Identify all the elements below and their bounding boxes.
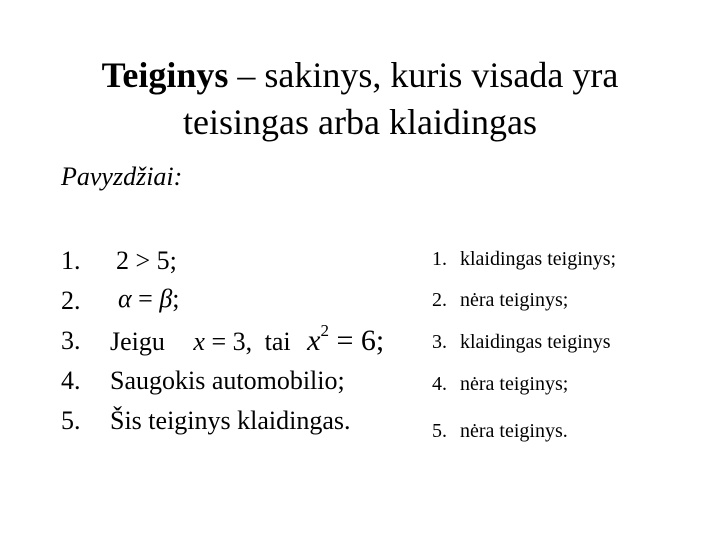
answer-text: klaidingas teiginys; bbox=[460, 248, 617, 270]
answer-item bbox=[432, 331, 611, 354]
beta-symbol: β bbox=[159, 284, 173, 313]
example-number: 5. bbox=[61, 406, 81, 435]
title-line-1 bbox=[0, 52, 720, 99]
equation-1: = 3, bbox=[204, 327, 253, 356]
semicolon: ; bbox=[172, 284, 180, 313]
answer-number: 2. bbox=[432, 289, 447, 311]
then-word: tai bbox=[264, 327, 291, 356]
var-x-squared: x bbox=[307, 324, 321, 357]
example-text: Šis teiginys klaidingas. bbox=[110, 406, 351, 435]
example-number: 1. bbox=[61, 246, 81, 275]
example-conditional bbox=[110, 321, 385, 358]
example-formula bbox=[118, 284, 180, 314]
example-number: 4. bbox=[61, 366, 81, 395]
var-x: x bbox=[193, 327, 205, 356]
title-line-2: teisingas arba klaidingas bbox=[183, 102, 537, 142]
answer-text: nėra teiginys; bbox=[460, 373, 569, 395]
answer-number: 4. bbox=[432, 373, 447, 395]
answer-item bbox=[432, 289, 568, 312]
alpha-symbol: α bbox=[118, 284, 132, 313]
answer-item bbox=[432, 248, 616, 271]
example-number: 3. bbox=[61, 326, 81, 355]
example-text: 2 > 5; bbox=[116, 246, 177, 275]
equation-2: = 6; bbox=[328, 324, 385, 357]
slide-title bbox=[0, 52, 720, 146]
answer-number: 1. bbox=[432, 248, 447, 270]
answer-number: 5. bbox=[432, 420, 447, 442]
answer-item bbox=[432, 420, 568, 443]
examples-heading: Pavyzdžiai: bbox=[61, 162, 183, 191]
answer-number: 3. bbox=[432, 331, 447, 353]
example-text: Saugokis automobilio; bbox=[110, 366, 345, 395]
answer-text: klaidingas teiginys bbox=[460, 331, 611, 353]
answer-item bbox=[432, 373, 568, 396]
answer-text: nėra teiginys. bbox=[460, 420, 568, 442]
answer-text: nėra teiginys; bbox=[460, 289, 569, 311]
exponent: 2 bbox=[320, 321, 329, 340]
example-number: 2. bbox=[61, 286, 81, 315]
title-term: Teiginys bbox=[101, 55, 229, 95]
equals-sign: = bbox=[131, 284, 160, 313]
if-word: Jeigu bbox=[110, 327, 165, 356]
title-definition: – sakinys, kuris visada yra bbox=[228, 55, 619, 95]
